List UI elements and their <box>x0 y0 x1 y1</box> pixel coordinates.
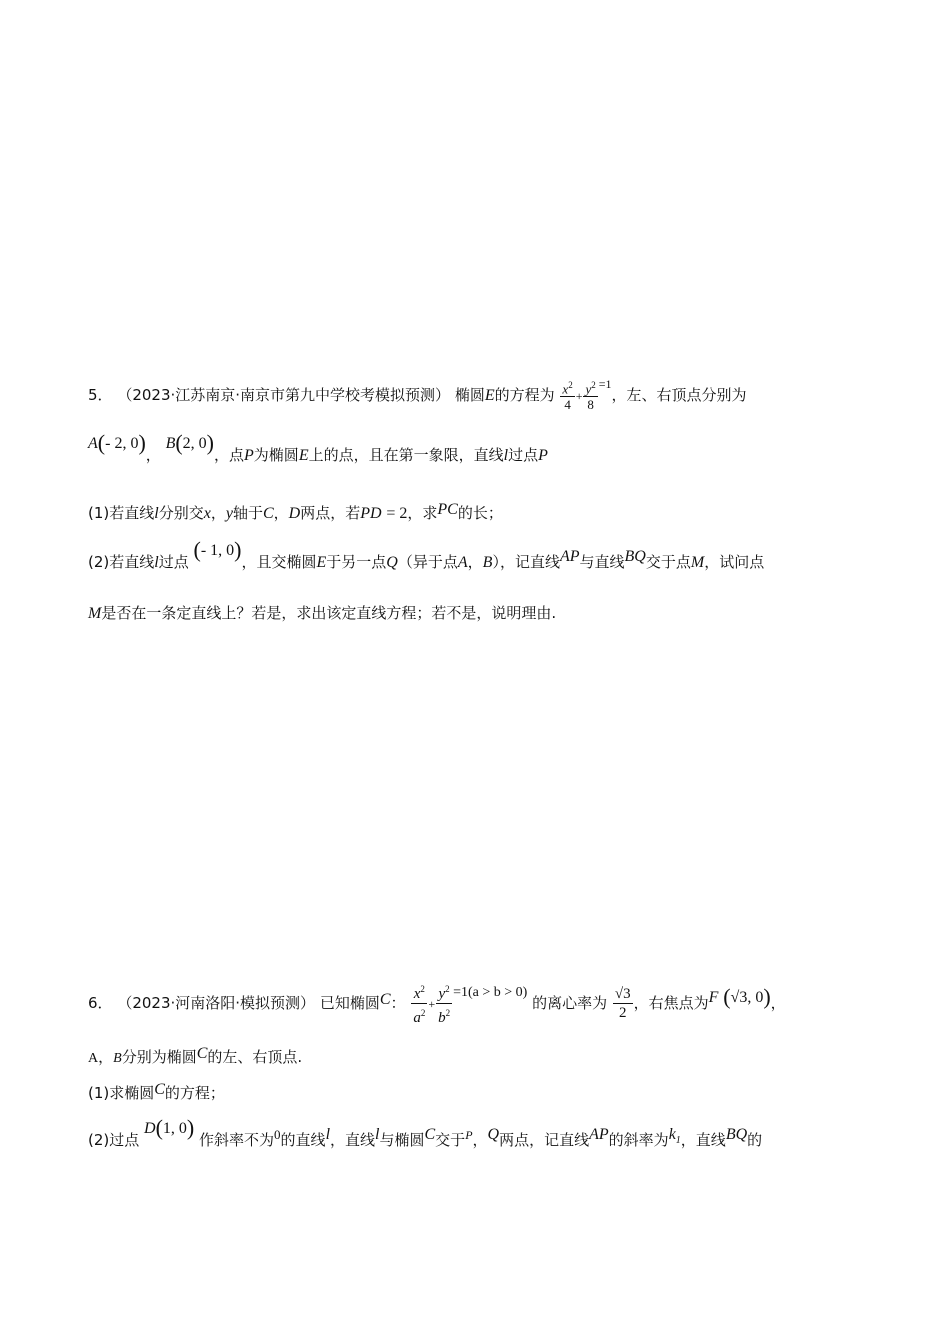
var-A: A <box>88 1051 99 1066</box>
point-B: B <box>165 435 176 452</box>
text: 两点，记直线 <box>499 1131 590 1149</box>
text: (2)若直线 <box>88 553 155 571</box>
condition: =1(a > b > 0) <box>453 985 528 1000</box>
text: （异于点 <box>397 553 458 571</box>
var-k: k <box>668 1126 676 1143</box>
comma: ， <box>210 504 226 522</box>
var-F: F <box>708 989 719 1006</box>
var-l: l <box>503 447 509 464</box>
var-PD: PD <box>360 505 382 522</box>
q6-number: 6． <box>88 994 113 1012</box>
text: 的左、右顶点. <box>207 1048 303 1066</box>
text: 分别交 <box>158 504 204 522</box>
var-b: b <box>438 1010 446 1026</box>
comma: ， <box>273 504 289 522</box>
var-a: a <box>413 1010 421 1026</box>
var-P: P <box>244 447 254 464</box>
q5-part-2-cont <box>88 602 556 625</box>
text: 过点 <box>158 553 189 571</box>
subscript-1: 1 <box>675 1135 681 1147</box>
equals-one: =1 <box>598 377 612 392</box>
equals-two: = 2 <box>386 505 408 522</box>
point-D: D <box>144 1120 156 1137</box>
text: ， <box>770 994 786 1012</box>
comma: ， <box>467 553 483 571</box>
text: ，直线 <box>680 1131 726 1149</box>
var-E: E <box>298 447 309 464</box>
text: 的方程为 <box>494 386 555 405</box>
text: 的 <box>747 1131 763 1149</box>
point-B-coord: 2, 0 <box>182 435 207 452</box>
var-P: P <box>465 1128 473 1142</box>
q5-line-1: 5． （2023·江苏南京·南京市第九中学校考模拟预测） 椭圆E的方程为 $\frac{x^2}{4}$ + $\frac{y^2}{8}$ $^{=1}$，左、右顶点分别为 <box>88 377 747 413</box>
text: 的方程； <box>164 1084 225 1102</box>
text: 于另一点 <box>326 553 387 571</box>
var-AP: AP <box>589 1126 609 1143</box>
var-M: M <box>690 554 705 571</box>
text: ，左、右顶点分别为 <box>611 386 747 405</box>
q5-part-2: (2)若直线l过点 (- 1, 0)，且交椭圆E于另一点Q（异于点A，B），记直线AP与直线BQ交于点M，试问点 <box>88 537 765 571</box>
var-B: B <box>113 1051 122 1066</box>
q6-eccentricity <box>613 985 633 1022</box>
q6-part-1 <box>88 1082 225 1105</box>
var-l: l <box>154 505 159 522</box>
var-l: l <box>154 554 159 571</box>
text: 椭圆 <box>454 386 485 405</box>
q5-ellipse-equation: $\frac{x^2}{4}$ <box>562 380 573 413</box>
eccentricity-denominator: 2 <box>613 1003 633 1022</box>
point-D-coord: 1, 0 <box>162 1120 187 1137</box>
text: ，试问点 <box>704 553 765 571</box>
var-AP: AP <box>559 548 580 565</box>
var-M: M <box>88 605 102 622</box>
q6-ellipse-equation: $\frac{x^2}{a^2}$ <box>413 984 426 1026</box>
var-C: C <box>262 505 274 522</box>
text: 交于点 <box>645 553 691 571</box>
text: 与直线 <box>579 553 625 571</box>
var-BQ: BQ <box>624 548 646 565</box>
q6-line-1: 6． （2023·河南洛阳·模拟预测） 已知椭圆C： $\frac{x^2}{a^2}$ + $\frac{y^2}{b^2}$ =1(a > b > 0) 的离心率为 $\frac{√3}{2}$ ，右焦点为F (√3, 0)， <box>88 980 786 1027</box>
var-C: C <box>154 1081 165 1098</box>
var-y: y <box>438 986 446 1002</box>
var-x: x <box>203 505 211 522</box>
text: ，右焦点为 <box>633 994 709 1012</box>
text: 是否在一条定直线上？若是，求出该定直线方程；若不是，说明理由. <box>101 604 557 622</box>
point-coord: - 1, 0 <box>200 542 235 559</box>
text: 与椭圆 <box>379 1131 425 1149</box>
text: ，直线 <box>330 1131 376 1149</box>
q6-source: （2023·河南洛阳·模拟预测） <box>117 994 316 1012</box>
comma: ， <box>472 1131 488 1149</box>
var-E: E <box>316 554 327 571</box>
text: ，求 <box>407 504 438 522</box>
var-x: x <box>562 381 569 397</box>
var-C: C <box>196 1045 208 1062</box>
var-l: l <box>325 1126 331 1143</box>
text: (1)若直线 <box>88 504 155 522</box>
q5-source: （2023·江苏南京·南京市第九中学校考模拟预测） <box>117 386 451 405</box>
text: 已知椭圆 <box>319 994 380 1012</box>
text: ，点 <box>214 446 245 464</box>
q6-line-2 <box>88 1046 302 1070</box>
var-BQ: BQ <box>725 1126 748 1143</box>
text: 的直线 <box>280 1131 326 1149</box>
text: 作斜率不为 <box>199 1131 275 1149</box>
q5-number: 5． <box>88 386 113 405</box>
var-E: E <box>484 387 495 405</box>
text: 上的点，且在第一象限，直线 <box>308 446 504 464</box>
colon: ： <box>390 994 406 1012</box>
var-PC: PC <box>437 501 458 518</box>
var-y: y <box>225 505 233 522</box>
var-A: A <box>457 554 468 571</box>
text: 过点 <box>508 446 539 464</box>
denominator: 8 <box>583 396 597 413</box>
text: ，且交椭圆 <box>241 553 317 571</box>
text: 为椭圆 <box>253 446 299 464</box>
comma: ， <box>98 1048 114 1066</box>
var-x: x <box>413 986 421 1002</box>
var-y: y <box>585 381 592 397</box>
focus-coord: 3, 0 <box>739 989 764 1006</box>
text: (1)求椭圆 <box>88 1084 155 1102</box>
var-C: C <box>379 991 391 1008</box>
var-P: P <box>538 447 548 464</box>
text: (2)过点 <box>88 1131 140 1149</box>
point-A-coord: - 2, 0 <box>105 435 139 452</box>
comma: ， <box>145 446 161 464</box>
var-Q: Q <box>487 1126 500 1143</box>
text: 的长； <box>457 504 503 522</box>
text: 的离心率为 <box>532 994 608 1012</box>
var-B: B <box>482 554 493 571</box>
denominator: 4 <box>560 396 574 413</box>
q6-part-2: (2)过点 D(1, 0) 作斜率不为0的直线l，直线l与椭圆C交于$^P$，Q两点，记直线AP的斜率为$k_1$，直线BQ的 <box>88 1115 763 1149</box>
text: 轴于 <box>232 504 263 522</box>
var-D: D <box>288 505 301 522</box>
var-Q: Q <box>386 554 398 571</box>
text: 两点，若 <box>300 504 361 522</box>
point-A: A <box>88 435 98 452</box>
q5-ellipse-equation-y: $\frac{y^2}{8}$ <box>585 380 596 413</box>
text: 分别为椭圆 <box>121 1048 197 1066</box>
text: ），记直线 <box>492 553 560 571</box>
zero: 0 <box>274 1127 281 1142</box>
var-l: l <box>375 1126 380 1143</box>
eccentricity-numerator: √3 <box>614 986 631 1002</box>
text: 交于 <box>435 1131 466 1149</box>
q6-ellipse-equation-y: $\frac{y^2}{b^2}$ <box>438 984 451 1026</box>
text: 的斜率为 <box>608 1131 669 1149</box>
var-C: C <box>424 1126 436 1143</box>
q5-part-1 <box>88 502 503 525</box>
q5-line-2: A(- 2, 0)， B(2, 0)，点P为椭圆E上的点，且在第一象限，直线l过点P <box>88 430 548 464</box>
